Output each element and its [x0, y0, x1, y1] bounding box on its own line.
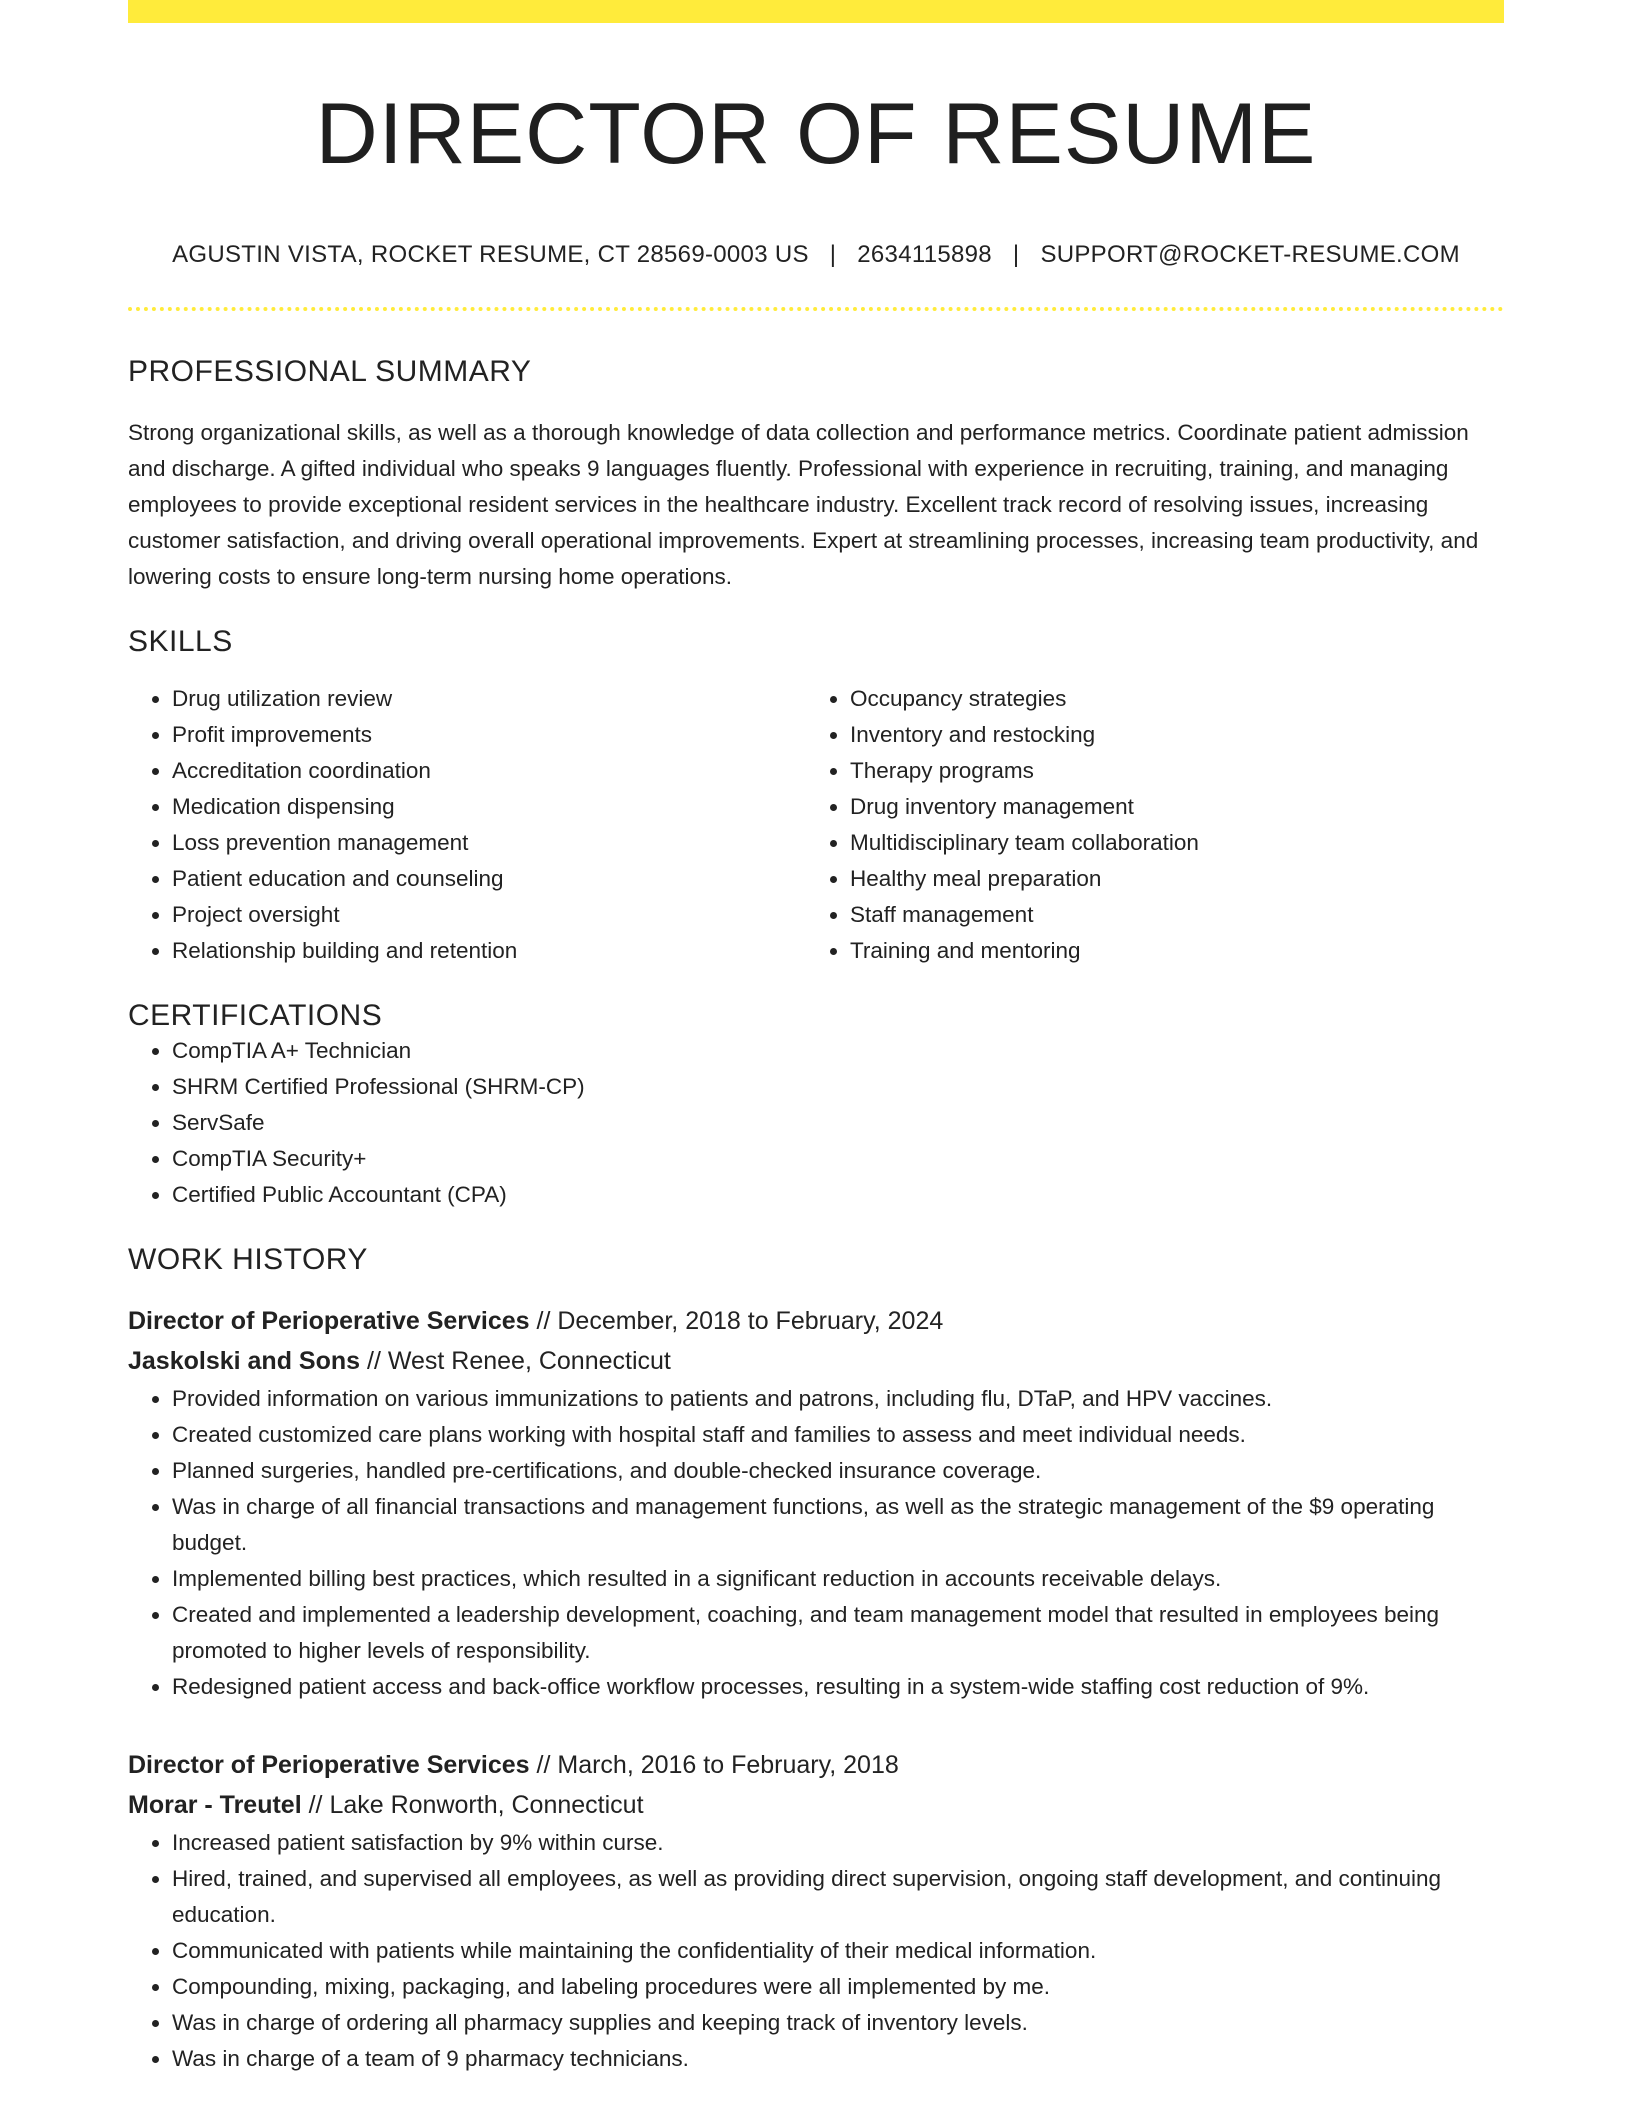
skill-item: • Training and mentoring — [850, 933, 1484, 969]
top-accent-bar — [128, 0, 1504, 23]
skill-item: • Medication dispensing — [172, 789, 806, 825]
job-2-bullets — [128, 1825, 1504, 2077]
skill-item: • Healthy meal preparation — [850, 861, 1484, 897]
certification-item: • CompTIA A+ Technician — [172, 1033, 1504, 1069]
job-bullet: • Hired, trained, and supervised all employees, as well as providing direct supervision, ongoing staff development, and continuing education. — [172, 1861, 1504, 1933]
job-1-location: // West Renee, Connecticut — [367, 1347, 671, 1376]
certification-item: • ServSafe — [172, 1105, 1504, 1141]
job-1-company: Jaskolski and Sons — [128, 1347, 361, 1376]
skill-item: • Multidisciplinary team collaboration — [850, 825, 1484, 861]
job-bullet: • Was in charge of all financial transactions and management functions, as well as the strategic management of the $9 operating budget. — [172, 1489, 1504, 1561]
certifications-list — [128, 1033, 1504, 1213]
skills-grid — [128, 681, 1504, 969]
job-bullet: • Compounding, mixing, packaging, and labeling procedures were all implemented by me. — [172, 1969, 1504, 2005]
job-bullet: • Provided information on various immunizations to patients and patrons, including flu, DTaP, and HPV vaccines. — [172, 1381, 1504, 1417]
job-1-company-line — [128, 1341, 1504, 1381]
job-1-role: Director of Perioperative Services — [128, 1307, 530, 1336]
contact-address: AGUSTIN VISTA, ROCKET RESUME, CT 28569-0003 US — [172, 241, 809, 269]
resume-name: DIRECTOR OF RESUME — [315, 86, 1317, 182]
job-1-bullets — [128, 1381, 1504, 1705]
skill-item: • Therapy programs — [850, 753, 1484, 789]
job-bullet: • Increased patient satisfaction by 9% within curse. — [172, 1825, 1504, 1861]
skill-item: • Staff management — [850, 897, 1484, 933]
resume-page — [128, 0, 1504, 2077]
job-2-dates: // March, 2016 to February, 2018 — [536, 1751, 899, 1780]
skills-heading: SKILLS — [128, 625, 233, 659]
skill-item: • Loss prevention management — [172, 825, 806, 861]
contact-email: SUPPORT@ROCKET-RESUME.COM — [1040, 241, 1460, 269]
summary-heading: PROFESSIONAL SUMMARY — [128, 355, 532, 389]
job-bullet: • Was in charge of ordering all pharmacy supplies and keeping track of inventory levels. — [172, 2005, 1504, 2041]
skill-item: • Inventory and restocking — [850, 717, 1484, 753]
job-2-location: // Lake Ronworth, Connecticut — [308, 1791, 644, 1820]
skill-item: • Occupancy strategies — [850, 681, 1484, 717]
work-history-heading: WORK HISTORY — [128, 1243, 368, 1277]
job-2-role-line — [128, 1745, 1504, 1785]
skill-item: • Drug inventory management — [850, 789, 1484, 825]
skills-left-list — [128, 681, 806, 969]
job-2-company: Morar - Treutel — [128, 1791, 302, 1820]
job-2-company-line — [128, 1785, 1504, 1825]
skill-item: • Project oversight — [172, 897, 806, 933]
job-bullet: • Created and implemented a leadership development, coaching, and team management model that resulted in employees being promoted to higher levels of responsibility. — [172, 1597, 1504, 1669]
skill-item: • Accreditation coordination — [172, 753, 806, 789]
summary-text: Strong organizational skills, as well as a thorough knowledge of data collection and performance metrics. Coordinate patient admission and discharge. A gifted individual who speaks 9 languages fluently. Professional with experience in recruiting, training, and managing employees to provide exceptional resident services in the healthcare industry. Excellent track record of resolving issues, increasing customer satisfaction, and driving overall operational improvements. Expert at streamlining processes, increasing team productivity, and lowering costs to ensure long-term nursing home operations. — [128, 420, 1479, 590]
job-bullet: • Created customized care plans working with hospital staff and families to assess and meet individual needs. — [172, 1417, 1504, 1453]
contact-separator: | — [1012, 241, 1020, 269]
certification-item: • SHRM Certified Professional (SHRM-CP) — [172, 1069, 1504, 1105]
dotted-divider — [128, 307, 1504, 311]
skill-item: • Profit improvements — [172, 717, 806, 753]
skill-item: • Drug utilization review — [172, 681, 806, 717]
certification-item: • Certified Public Accountant (CPA) — [172, 1177, 1504, 1213]
job-bullet: • Planned surgeries, handled pre-certifications, and double-checked insurance coverage. — [172, 1453, 1504, 1489]
certification-item: • CompTIA Security+ — [172, 1141, 1504, 1177]
skill-item: • Patient education and counseling — [172, 861, 806, 897]
contact-line — [128, 241, 1504, 269]
job-2-role: Director of Perioperative Services — [128, 1751, 530, 1780]
job-1-role-line — [128, 1301, 1504, 1341]
job-bullet: • Communicated with patients while maintaining the confidentiality of their medical information. — [172, 1933, 1504, 1969]
job-bullet: • Implemented billing best practices, which resulted in a significant reduction in accounts receivable delays. — [172, 1561, 1504, 1597]
contact-phone: 2634115898 — [857, 241, 992, 269]
skill-item: • Relationship building and retention — [172, 933, 806, 969]
skills-right-list — [806, 681, 1484, 969]
certifications-heading: CERTIFICATIONS — [128, 999, 383, 1033]
job-1-dates: // December, 2018 to February, 2024 — [536, 1307, 944, 1336]
job-bullet: • Redesigned patient access and back-office workflow processes, resulting in a system-wide staffing cost reduction of 9%. — [172, 1669, 1504, 1705]
job-bullet: • Was in charge of a team of 9 pharmacy technicians. — [172, 2041, 1504, 2077]
contact-separator: | — [829, 241, 837, 269]
